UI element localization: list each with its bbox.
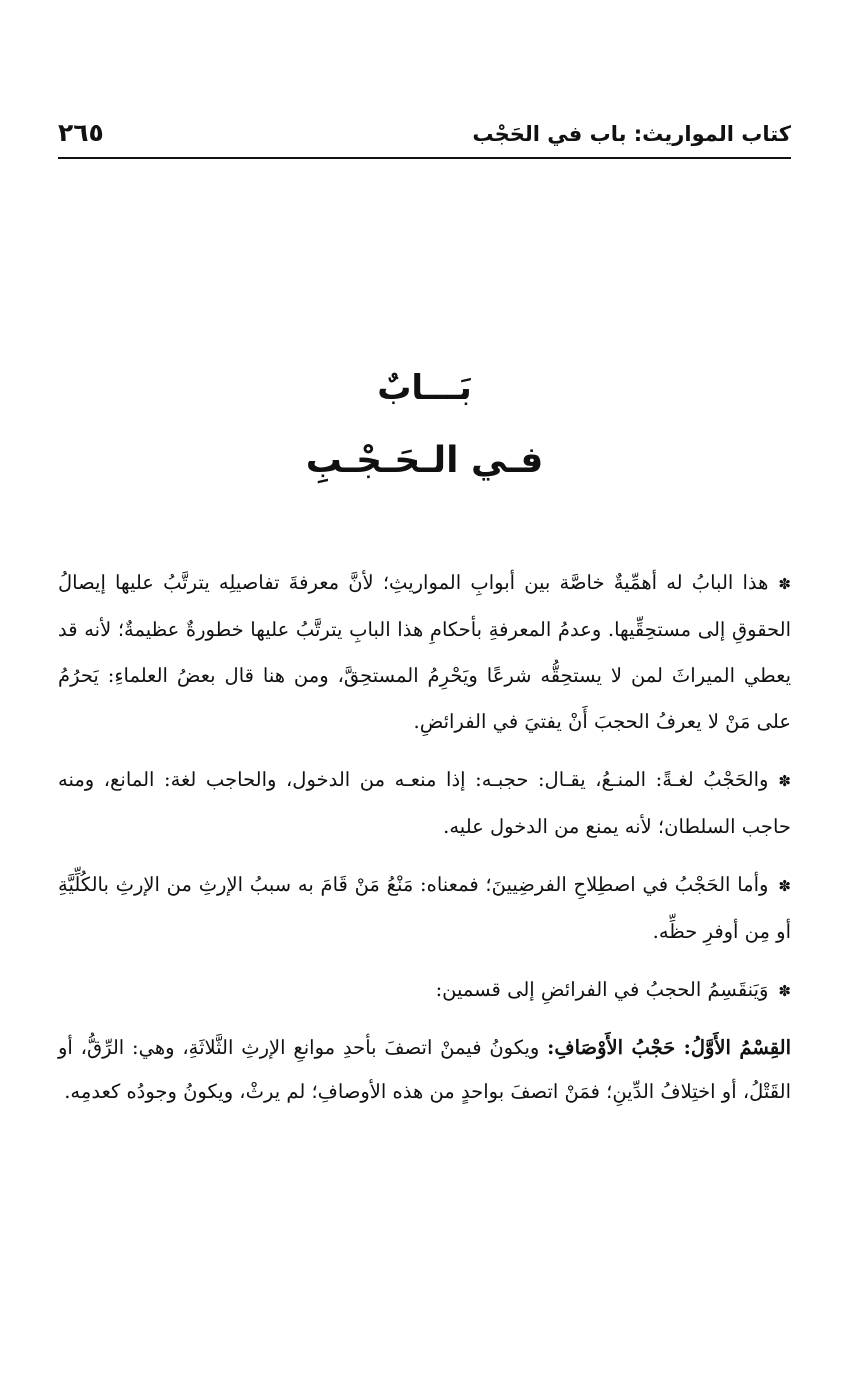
chapter-title: فـي الـحَـجْـبِ (305, 440, 544, 481)
section-text: ويكونُ فيمنْ اتصفَ بأحدِ موانعِ الإرثِ الثَّلاثَةِ، وهي: الرِّقُّ، أو القَتْلُ، أو اختِلافُ الدِّينِ؛ فمَنْ اتصفَ بواحدٍ من هذه الأوصافِ؛ لم يرثْ، ويكونُ وجودُه كعدمِه. (58, 1036, 791, 1103)
asterisk-bullet-icon: ✽ (778, 772, 791, 790)
paragraph-text: هذا البابُ له أهمِّيةٌ خاصَّة بين أبوابِ المواريثِ؛ لأنَّ معرفةَ تفاصيلِه يترتَّبُ عليها إيصالُ الحقوقِ إلى مستحِقِّيها. وعدمُ المعرفةِ بأحكامِ هذا البابِ يترتَّبُ عليها خطورةٌ عظيمةٌ؛ لأنه قد يعطي الميراثَ لمن لا يستحِقُّه شرعًا ويَحْرِمُ المستحِقَّ، ومن هنا قال بعضُ العلماءِ: يَحرُمُ على مَنْ لا يعرفُ الحجبَ أَنْ يفتيَ في الفرائضِ. (58, 571, 791, 733)
asterisk-bullet-icon: ✽ (778, 982, 791, 1000)
paragraph-text: وأما الحَجْبُ في اصطِلاحِ الفرضِيينَ؛ فمعناه: مَنْعُ مَنْ قَامَ به سببُ الإرثِ من الإرثِ بالكُلِّيَّةِ أو مِن أوفرِ حظِّه. (58, 873, 791, 943)
section-one (58, 1026, 791, 1114)
paragraph-technical-definition (58, 862, 791, 955)
running-title: كتاب المواريث: باب في الحَجْب (472, 122, 791, 146)
paragraph-importance (58, 560, 791, 745)
body-text (58, 560, 791, 1126)
paragraph-text: والحَجْبُ لغـةً: المنـعُ، يقـال: حجبـه: إذا منعـه من الدخول، والحاجب لغة: المانع، ومنه حاجب السلطان؛ لأنه يمنع من الدخول عليه. (58, 768, 791, 838)
header-divider (58, 157, 791, 159)
paragraph-text: وَيَنقَسِمُ الحجبُ في الفرائضِ إلى قسمين: (435, 978, 769, 1001)
section-heading: القِسْمُ الأَوَّلُ: حَجْبُ الأَوْصَافِ: (547, 1036, 791, 1059)
asterisk-bullet-icon: ✽ (778, 575, 791, 593)
page-header (58, 118, 791, 154)
paragraph-linguistic-definition (58, 757, 791, 850)
page-number: ٢٦٥ (58, 118, 104, 147)
chapter-label: بَـــابٌ (377, 368, 472, 408)
asterisk-bullet-icon: ✽ (778, 877, 791, 895)
paragraph-division (58, 967, 791, 1014)
